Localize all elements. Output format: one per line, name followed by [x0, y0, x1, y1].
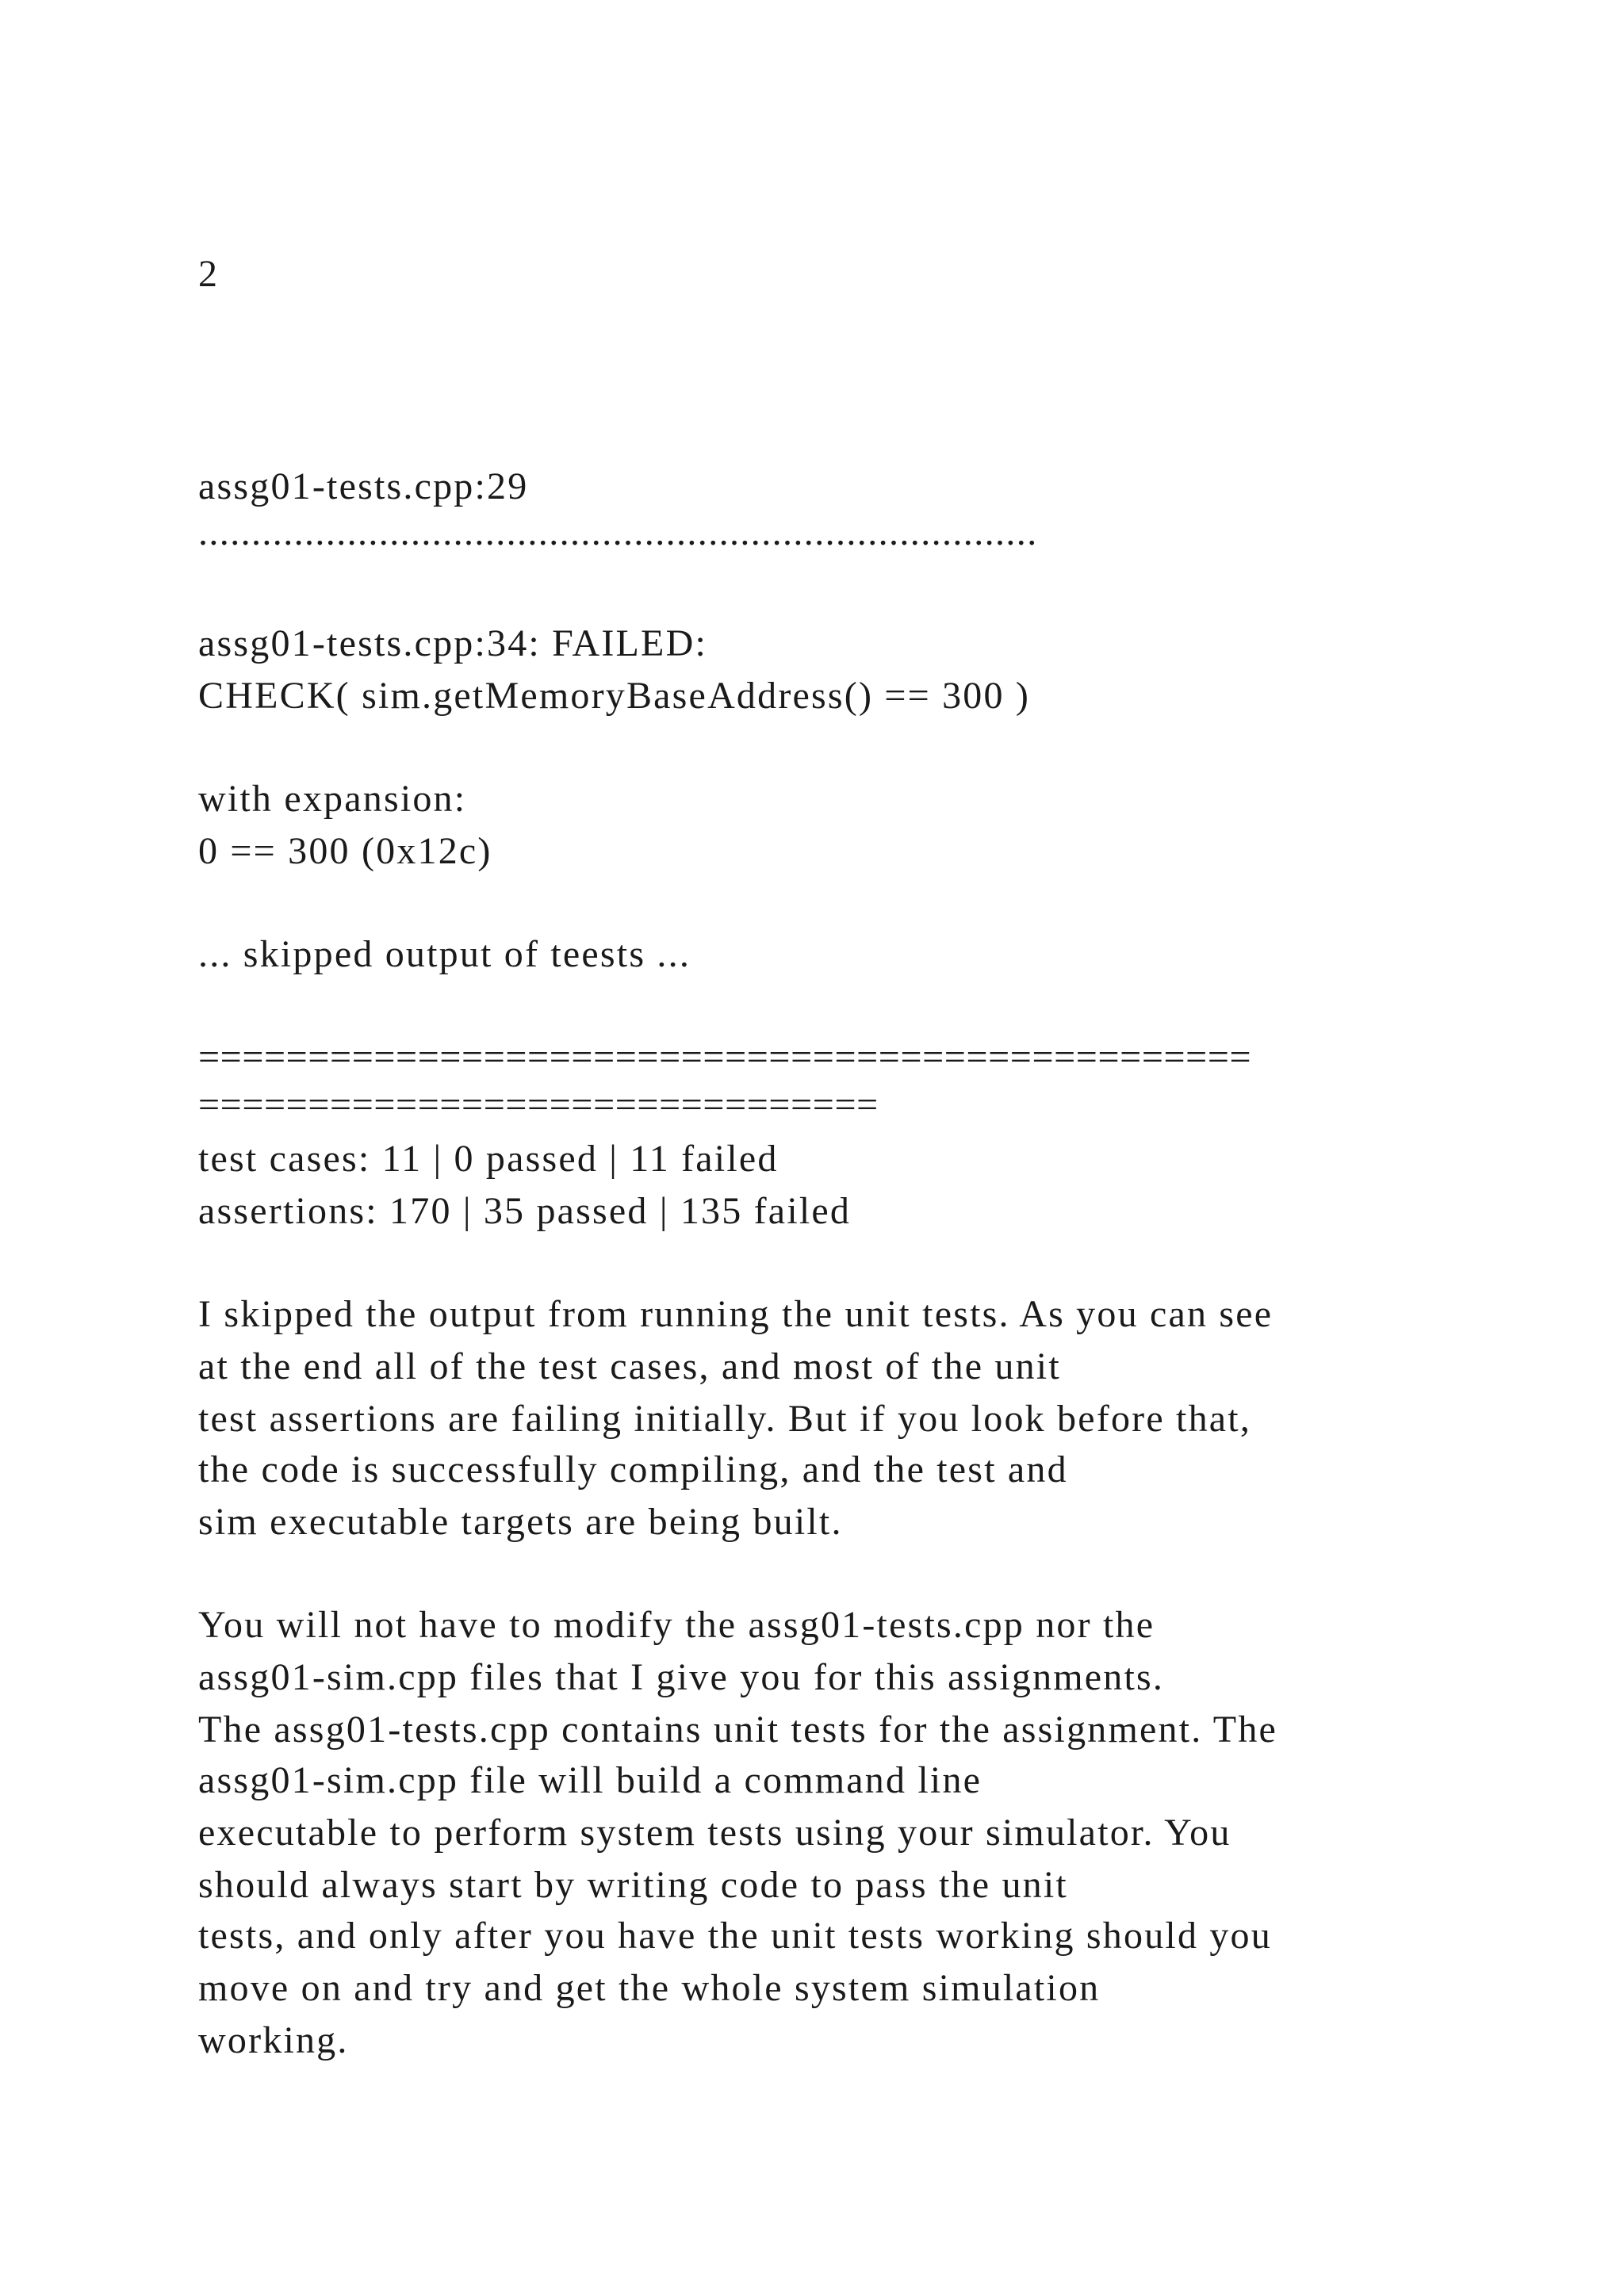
summary-test-cases: test cases: 11 | 0 passed | 11 failed — [198, 1138, 779, 1180]
separator-line-2: =============================== — [198, 1084, 879, 1126]
check-expression: CHECK( sim.getMemoryBaseAddress() == 300 ) — [198, 675, 1031, 717]
paragraph-1-line: at the end all of the test cases, and most of the unit — [198, 1345, 1061, 1387]
paragraph-2-line: should always start by writing code to pass the unit — [198, 1864, 1068, 1906]
summary-assertions: assertions: 170 | 35 passed | 135 failed — [198, 1190, 852, 1232]
paragraph-2-line: tests, and only after you have the unit tests working should you — [198, 1915, 1272, 1957]
paragraph-1-line: I skipped the output from running the unit tests. As you can see — [198, 1293, 1274, 1335]
separator-line-1: ================================================ — [198, 1036, 1252, 1078]
paragraph-1-line: test assertions are failing initially. But if you look before that, — [198, 1398, 1252, 1440]
paragraph-2-line: The assg01-tests.cpp contains unit tests for the assignment. The — [198, 1709, 1278, 1751]
paragraph-2-line: You will not have to modify the assg01-tests.cpp nor the — [198, 1604, 1155, 1646]
paragraph-2-line: executable to perform system tests using your simulator. You — [198, 1812, 1231, 1854]
test-location: assg01-tests.cpp:29 — [198, 465, 529, 507]
skipped-note: ... skipped output of teests ... — [198, 933, 691, 975]
dotted-line: ............................................................................... — [198, 511, 1038, 553]
page-number: 2 — [198, 253, 220, 295]
paragraph-2-line: assg01-sim.cpp file will build a command line — [198, 1759, 982, 1801]
paragraph-1-line: the code is successfully compiling, and the test and — [198, 1448, 1068, 1490]
paragraph-2-line: working. — [198, 2019, 349, 2061]
paragraph-2-line: move on and try and get the whole system simulation — [198, 1967, 1101, 2009]
expansion-value: 0 == 300 (0x12c) — [198, 830, 492, 872]
expansion-label: with expansion: — [198, 778, 467, 820]
paragraph-2-line: assg01-sim.cpp files that I give you for this assignments. — [198, 1656, 1165, 1698]
failure-header: assg01-tests.cpp:34: FAILED: — [198, 622, 707, 664]
paragraph-1-line: sim executable targets are being built. — [198, 1501, 843, 1543]
